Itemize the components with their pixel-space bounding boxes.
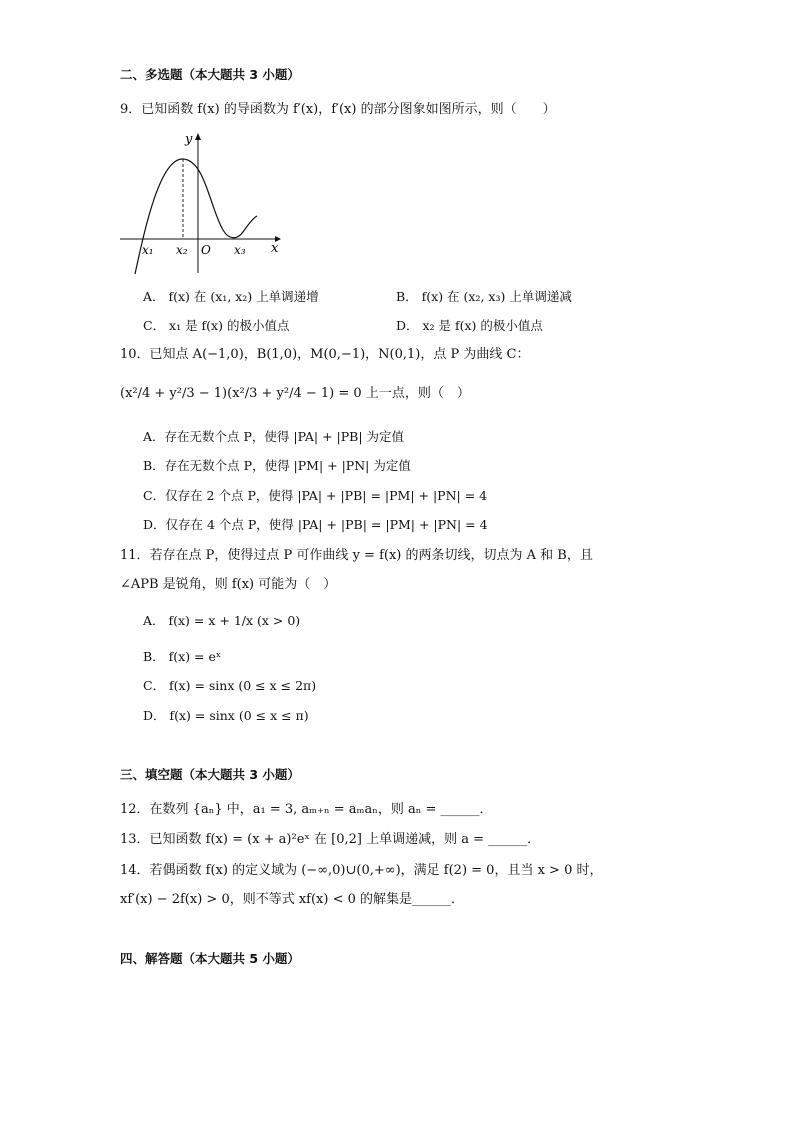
section-heading-fill-in: 三、填空题（本大题共 3 小题）: [120, 767, 300, 782]
q9-option-c[interactable]: C． x₁ 是 f(x) 的极小值点: [143, 318, 290, 333]
section-heading-answer: 四、解答题（本大题共 5 小题）: [120, 951, 300, 966]
q10-option-b[interactable]: B．存在无数个点 P，使得 |PM| + |PN| 为定值: [143, 458, 411, 473]
x1-label: x₁: [142, 243, 154, 257]
y-axis-label: y: [185, 132, 193, 147]
q9-option-a[interactable]: A． f(x) 在 (x₁, x₂) 上单调递增: [143, 289, 319, 304]
question-14-line-1: 14．若偶函数 f(x) 的定义域为 (−∞,0)∪(0,+∞)，满足 f(2) = 0，且当 x > 0 时，: [120, 863, 603, 878]
x2-label: x₂: [176, 243, 188, 257]
q11-option-d[interactable]: D． f(x) = sinx (0 ≤ x ≤ π): [143, 708, 309, 723]
question-9-stem: 9．已知函数 f(x) 的导函数为 f′(x)，f′(x) 的部分图象如图所示，则（ ）: [120, 102, 556, 117]
q9-option-d[interactable]: D． x₂ 是 f(x) 的极小值点: [396, 318, 543, 333]
question-10-curve-equation: (x²/4 + y²/3 − 1)(x²/3 + y²/4 − 1) = 0 上一点，则（ ）: [120, 386, 470, 401]
section-heading-multiple-choice: 二、多选题（本大题共 3 小题）: [120, 67, 300, 82]
origin-label: O: [201, 243, 211, 257]
question-11-stem-continued: ∠APB 是锐角，则 f(x) 可能为（ ）: [120, 577, 337, 592]
q10-option-a[interactable]: A．存在无数个点 P，使得 |PA| + |PB| 为定值: [143, 429, 405, 444]
q11-option-c[interactable]: C． f(x) = sinx (0 ≤ x ≤ 2π): [143, 678, 317, 693]
question-10-stem: 10．已知点 A(−1,0)，B(1,0)，M(0,−1)，N(0,1)，点 P 为曲线 C：: [120, 347, 530, 362]
y-axis-arrow: [195, 133, 201, 140]
q11-option-b[interactable]: B． f(x) = eˣ: [143, 649, 222, 664]
q9-option-b[interactable]: B． f(x) 在 (x₂, x₃) 上单调递减: [396, 289, 572, 304]
x-axis-label: x: [271, 241, 279, 256]
question-11-stem: 11．若存在点 P，使得过点 P 可作曲线 y = f(x) 的两条切线，切点为 A 和 B，且: [120, 548, 593, 563]
question-12: 12．在数列 {aₙ} 中，a₁ = 3, aₘ₊ₙ = aₘaₙ，则 aₙ = ______．: [120, 802, 493, 817]
question-14-line-2: xf′(x) − 2f(x) > 0，则不等式 xf(x) < 0 的解集是______．: [120, 892, 465, 907]
question-13: 13．已知函数 f(x) = (x + a)²eˣ 在 [0,2] 上单调递减，则 a = ______．: [120, 832, 541, 847]
q11-option-a[interactable]: A． f(x) = x + 1/x (x > 0): [143, 613, 301, 628]
x3-label: x₃: [234, 243, 246, 257]
derivative-graph: [115, 128, 285, 276]
q10-option-c[interactable]: C．仅存在 2 个点 P，使得 |PA| + |PB| = |PM| + |PN| = 4: [143, 488, 488, 503]
q10-option-d[interactable]: D．仅存在 4 个点 P，使得 |PA| + |PB| = |PM| + |PN| = 4: [143, 517, 488, 532]
